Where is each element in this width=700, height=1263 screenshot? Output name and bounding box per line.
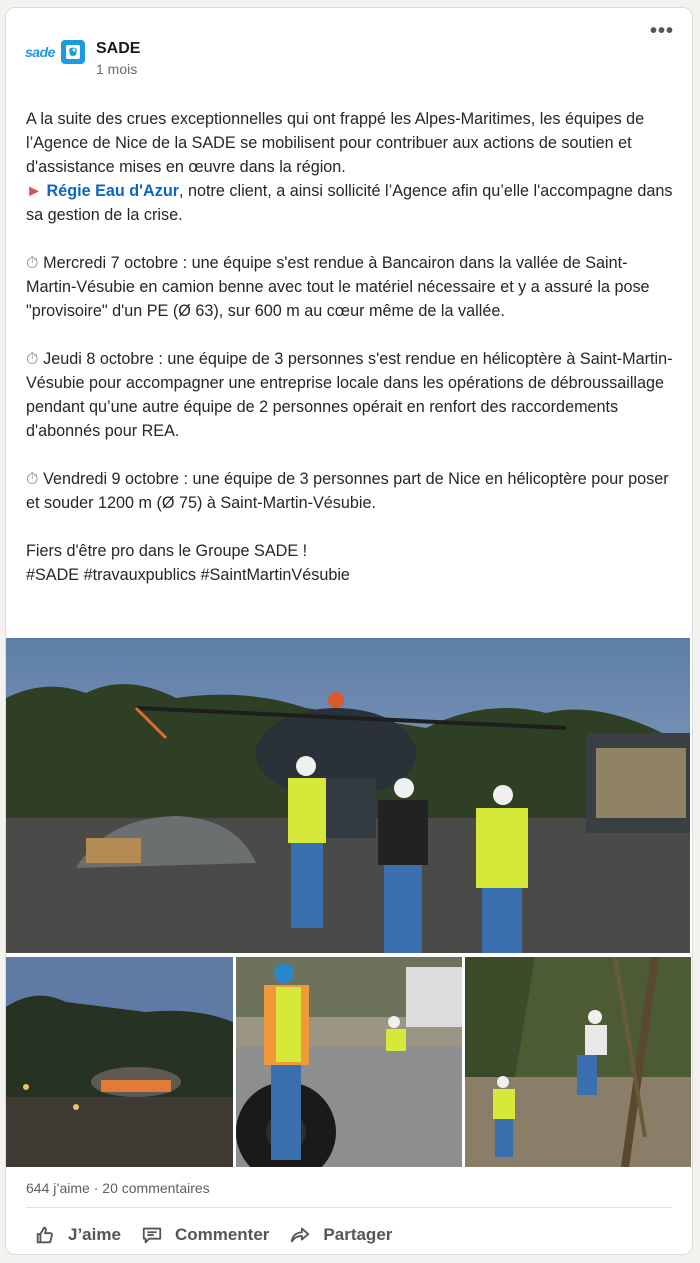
flag-icon: ►: [26, 182, 43, 200]
likes-count[interactable]: 644 j’aime: [26, 1180, 90, 1196]
comment-label: Commenter: [174, 1225, 270, 1244]
comments-count[interactable]: 20 commentaires: [102, 1180, 210, 1196]
paragraph-wednesday: [26, 251, 676, 323]
comment-button[interactable]: [133, 1217, 277, 1253]
post-body: [26, 107, 676, 587]
sade-logo-icon[interactable]: [61, 40, 85, 64]
mention-link[interactable]: Régie Eau d'Azur: [46, 182, 180, 200]
comment-icon: [141, 1224, 163, 1246]
paragraph-friday-text: Vendredi 9 octobre : une équipe de 3 personnes part de Nice en hélicoptère pour poser et souder 1200 m (Ø 75) à Saint-Martin-Vésubie.: [26, 470, 669, 512]
company-logo-text[interactable]: sade: [25, 44, 55, 60]
paragraph-client: [26, 179, 676, 227]
more-options-icon[interactable]: •••: [649, 20, 674, 42]
photo-forest-workers[interactable]: [465, 957, 691, 1167]
author-name[interactable]: SADE: [96, 40, 141, 57]
engagement-stats: [26, 1180, 210, 1196]
like-icon: [34, 1224, 56, 1246]
divider: [26, 1207, 672, 1208]
photo-pipe-worker[interactable]: [236, 957, 462, 1167]
stats-separator: ·: [89, 1180, 103, 1196]
share-label: Partager: [323, 1225, 393, 1244]
paragraph-thursday: [26, 347, 676, 443]
paragraph-intro: A la suite des crues exceptionnelles qui ont frappé les Alpes-Maritimes, les équipes de l’Agence de Nice de la SADE se mobilisent pour contribuer aux actions de soutien et d'assistance mises en œuvre dans la région.: [26, 110, 645, 176]
hashtags[interactable]: #SADE #travauxpublics #SaintMartinVésubie: [26, 566, 350, 584]
stopwatch-icon: ⏱: [26, 350, 39, 368]
action-bar: [26, 1217, 404, 1253]
photo-helicopter-night[interactable]: [6, 957, 233, 1167]
paragraph-client-text: , notre client, a ainsi sollicité l’Agence afin qu’elle l'accompagne dans sa gestion de la crise.: [26, 182, 673, 224]
paragraph-friday: [26, 467, 676, 515]
post-card: [5, 7, 693, 1255]
photo-helicopter-team[interactable]: [6, 638, 690, 953]
paragraph-wednesday-text: Mercredi 7 octobre : une équipe s'est rendue à Bancairon dans la vallée de Saint-Martin-Vésubie en camion benne avec tout le matériel nécessaire et y a assuré la pose "provisoire" d'un PE (Ø 63), sur 600 m au cœur même de la vallée.: [26, 254, 650, 320]
paragraph-thursday-text: Jeudi 8 octobre : une équipe de 3 personnes s'est rendue en hélicoptère à Saint-Martin-Vésubie pour accompagner une entreprise locale dans les opérations de débroussaillage pendant qu’une autre équipe de 2 personnes opérait en renfort des raccordements d'abonnés pour REA.: [26, 350, 673, 440]
stopwatch-icon: ⏱: [26, 254, 39, 272]
like-label: J’aime: [68, 1225, 121, 1244]
stopwatch-icon: ⏱: [26, 470, 39, 488]
share-icon: [289, 1224, 311, 1246]
photo-grid: [6, 638, 692, 1168]
like-button[interactable]: [26, 1217, 129, 1253]
post-time: 1 mois: [96, 61, 138, 77]
share-button[interactable]: [281, 1217, 400, 1253]
paragraph-proud: Fiers d'être pro dans le Groupe SADE !: [26, 542, 308, 560]
